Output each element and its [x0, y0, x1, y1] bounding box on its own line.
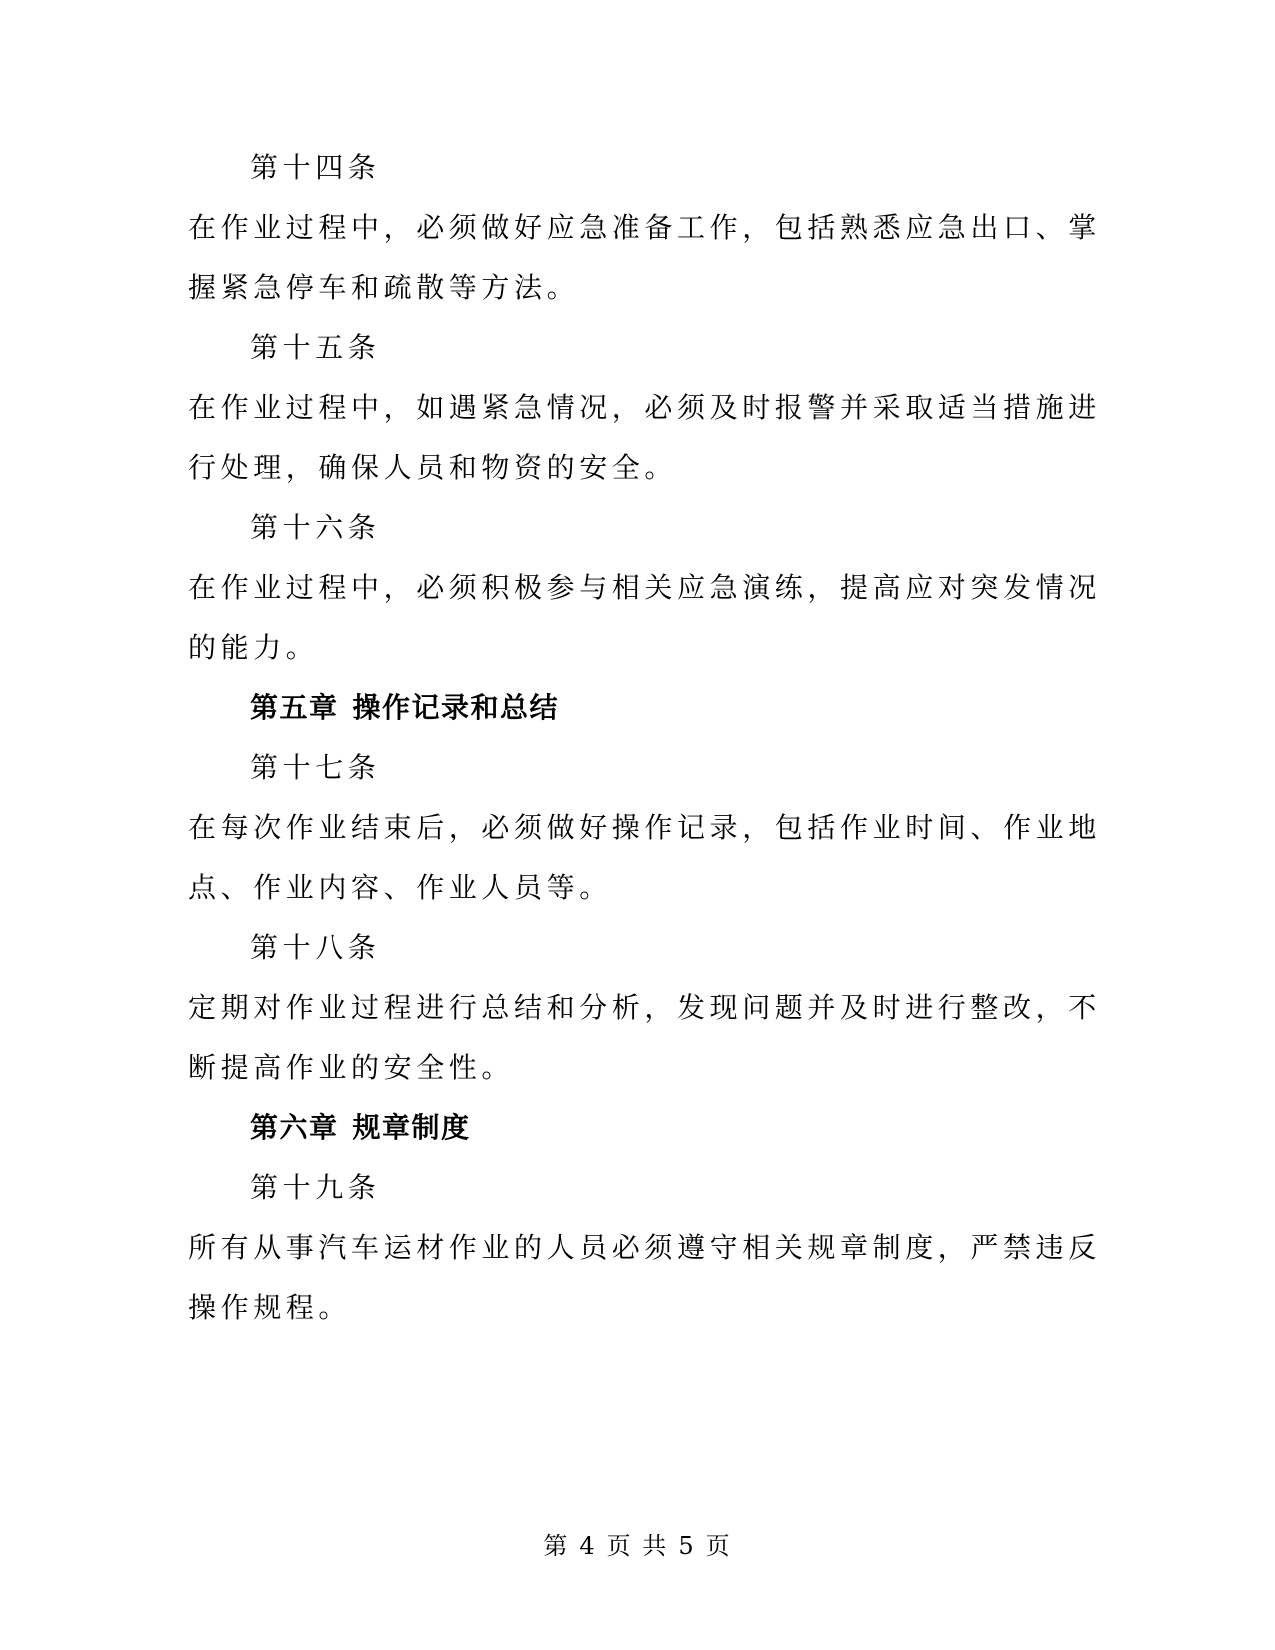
paragraph-line: 在作业过程中，如遇紧急情况，必须及时报警并采取适当措施进 — [188, 391, 1101, 424]
chapter-heading — [188, 1098, 1058, 1158]
footer-suffix: 页 — [705, 1532, 732, 1560]
article-heading: 第十九条 — [250, 1171, 381, 1204]
footer-total-pages: 5 — [678, 1532, 696, 1560]
article-heading: 第十五条 — [250, 331, 381, 364]
paragraph-line: 操作规程。 — [188, 1291, 352, 1324]
paragraph-line: 在每次作业结束后，必须做好操作记录，包括作业时间、作业地 — [188, 811, 1101, 844]
footer-current-page: 4 — [579, 1532, 597, 1560]
paragraph-line: 断提高作业的安全性。 — [188, 1051, 515, 1084]
article-heading: 第十六条 — [250, 511, 381, 544]
paragraph-line: 定期对作业过程进行总结和分析，发现问题并及时进行整改，不 — [188, 991, 1101, 1024]
chapter-title: 规章制度 — [352, 1111, 471, 1144]
paragraph-line: 握紧急停车和疏散等方法。 — [188, 271, 580, 304]
article-heading: 第十四条 — [250, 151, 381, 184]
paragraph-line: 在作业过程中，必须积极参与相关应急演练，提高应对突发情况 — [188, 571, 1101, 604]
paragraph-line: 点、作业内容、作业人员等。 — [188, 871, 612, 904]
paragraph-line: 所有从事汽车运材作业的人员必须遵守相关规章制度，严禁违反 — [188, 1231, 1101, 1264]
footer-prefix: 第 — [543, 1532, 570, 1560]
footer-middle: 页 共 — [606, 1532, 669, 1560]
chapter-heading — [188, 678, 1058, 738]
article-heading: 第十七条 — [250, 751, 381, 784]
chapter-title: 操作记录和总结 — [352, 691, 560, 724]
paragraph-line: 的能力。 — [188, 631, 319, 664]
chapter-number: 第五章 — [250, 691, 339, 724]
paragraph-line: 在作业过程中，必须做好应急准备工作，包括熟悉应急出口、掌 — [188, 211, 1101, 244]
paragraph-line: 行处理，确保人员和物资的安全。 — [188, 451, 678, 484]
article-heading: 第十八条 — [250, 931, 381, 964]
chapter-number: 第六章 — [250, 1111, 339, 1144]
page-footer — [0, 1526, 1275, 1561]
document-body — [188, 138, 1101, 1338]
